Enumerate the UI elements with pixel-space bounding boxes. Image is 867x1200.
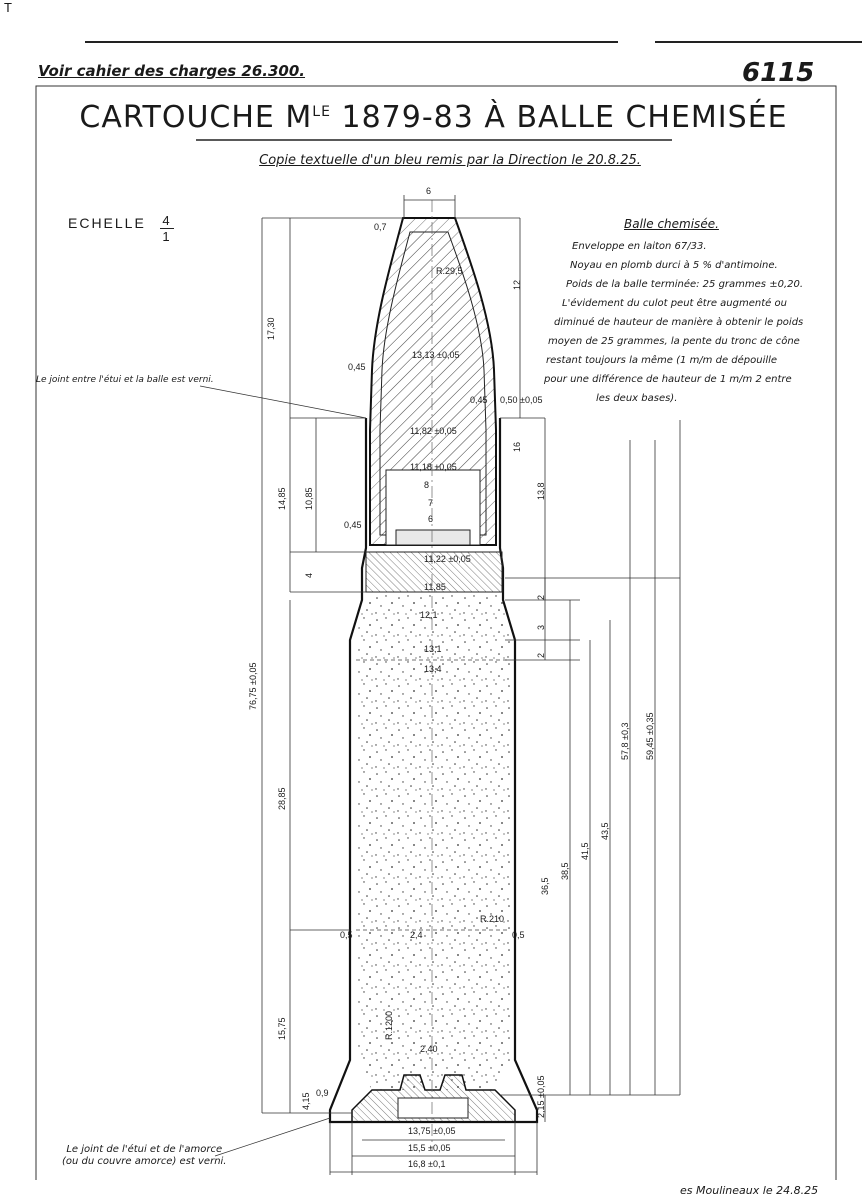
scale-denominator: 1 xyxy=(162,229,172,244)
dim-label-inner: 11,82 ±0,05 xyxy=(410,426,457,436)
dim-label-inner: 6 xyxy=(426,186,432,196)
dim-label-inner: R.1200 xyxy=(384,1010,394,1040)
dim-label-right: 43,5 xyxy=(600,822,610,840)
dim-label-left: 15,75 xyxy=(277,1017,287,1040)
dim-label-right: 12 xyxy=(512,279,522,290)
title-rest: 1879-83 À BALLE CHEMISÉE xyxy=(341,100,788,135)
dim-label-inner: 0,5 xyxy=(512,930,525,940)
dim-label-inner: 13,1 xyxy=(424,644,442,654)
bullet-note-line: L'évidement du culot peut être augmenté ou xyxy=(562,298,787,309)
dim-label-left: 14,85 xyxy=(277,487,287,510)
dim-label-right: 41,5 xyxy=(580,842,590,860)
dim-label-inner: 2,4 xyxy=(410,930,423,940)
dim-label-inner: 11,18 ±0,05 xyxy=(410,462,457,472)
dim-label-right: 16 xyxy=(512,441,522,452)
bullet-note-line: diminué de hauteur de manière à obtenir le poids xyxy=(554,317,804,328)
scale-numerator: 4 xyxy=(160,213,174,229)
dim-label-inner: 13,13 ±0,05 xyxy=(412,350,460,360)
dim-label-right: 2 xyxy=(536,594,546,600)
bullet xyxy=(370,218,496,545)
dim-label-bottom: 16,8 ±0,1 xyxy=(408,1159,446,1169)
dim-label-inner: 12,1 xyxy=(420,610,438,620)
bullet-notes-heading: Balle chemisée. xyxy=(624,217,719,231)
dim-label-right: 36,5 xyxy=(540,877,550,895)
spec-reference: Voir cahier des charges 26.300. xyxy=(38,62,306,80)
dim-label-left: 10,85 xyxy=(304,487,314,510)
bullet-note-line: les deux bases). xyxy=(596,393,678,404)
dim-label-left: 17,30 xyxy=(266,317,276,340)
dim-label-inner: 7 xyxy=(428,498,434,508)
sheet-number: 6115 xyxy=(742,58,815,88)
dim-label-right: 57,8 ±0,3 xyxy=(620,722,630,760)
dim-label-right: 2 xyxy=(536,652,546,658)
bullet-note-line: moyen de 25 grammes, la pente du tronc de cône xyxy=(548,336,800,347)
dim-label-inner: 0,7 xyxy=(374,222,387,232)
dim-label-inner: 2,40 xyxy=(420,1044,438,1054)
dim-label-left: 28,85 xyxy=(277,787,287,810)
bullet-note-line: Poids de la balle terminée: 25 grammes ±0,20. xyxy=(566,279,804,290)
dim-label-left: 4,15 xyxy=(301,1092,311,1110)
dim-label-inner: 11,85 xyxy=(424,582,446,592)
dim-label-inner: R.210 xyxy=(480,914,505,924)
dim-label-inner: R.29,5 xyxy=(436,266,463,276)
corner-mark: T xyxy=(4,0,12,15)
dim-label-inner: 0,45 xyxy=(344,520,362,530)
dim-label-right: 2,15 ±0,05 xyxy=(536,1075,546,1118)
joint-primer-line-2: (ou du couvre amorce) est verni. xyxy=(62,1156,227,1167)
dim-label-right: 3 xyxy=(536,624,546,630)
dim-label-inner: 0,50 ±0,05 xyxy=(500,395,543,405)
dim-label-inner: 13,4 xyxy=(424,664,442,674)
dim-label-inner: 0,45 xyxy=(348,362,366,372)
dim-label-bottom: 13,75 ±0,05 xyxy=(408,1126,456,1136)
dim-label-left: 4 xyxy=(304,572,314,578)
dim-label-inner: 0,5 xyxy=(340,930,353,940)
joint-bullet-note: Le joint entre l'étui et la balle est verni. xyxy=(36,375,214,385)
dim-label-inner: 11,22 ±0,05 xyxy=(424,554,471,564)
dim-label-inner: 6 xyxy=(428,514,434,524)
dim-label-right: 38,5 xyxy=(560,862,570,880)
dim-label-left: 76,75 ±0,05 xyxy=(248,662,258,710)
dim-label-inner: 0,9 xyxy=(316,1088,329,1098)
footer-stamp: es Moulineaux le 24.8.25 xyxy=(680,1184,819,1197)
dim-label-inner: 8 xyxy=(424,480,430,490)
dim-label-inner: 0,45 xyxy=(470,395,488,405)
bullet-note-line: Noyau en plomb durci à 5 % d'antimoine. xyxy=(570,260,778,271)
bullet-note-line: restant toujours la même (1 m/m de dépouille xyxy=(546,355,778,366)
bullet-note-line: Enveloppe en laiton 67/33. xyxy=(572,241,707,252)
title-main: CARTOUCHE M xyxy=(79,100,313,135)
joint-primer-line-1: Le joint de l'étui et de l'amorce xyxy=(66,1144,223,1155)
scale-label: ECHELLE xyxy=(68,215,146,231)
title-model-superscript: LE xyxy=(312,104,331,120)
dim-label-bottom: 15,5 ±0,05 xyxy=(408,1143,451,1153)
bullet-note-line: pour une différence de hauteur de 1 m/m 2 entre xyxy=(544,374,792,385)
page-subtitle: Copie textuelle d'un bleu remis par la Direction le 20.8.25. xyxy=(259,153,641,168)
dim-label-right: 13,8 xyxy=(536,482,546,500)
dim-label-right: 59,45 ±0,35 xyxy=(645,712,655,760)
